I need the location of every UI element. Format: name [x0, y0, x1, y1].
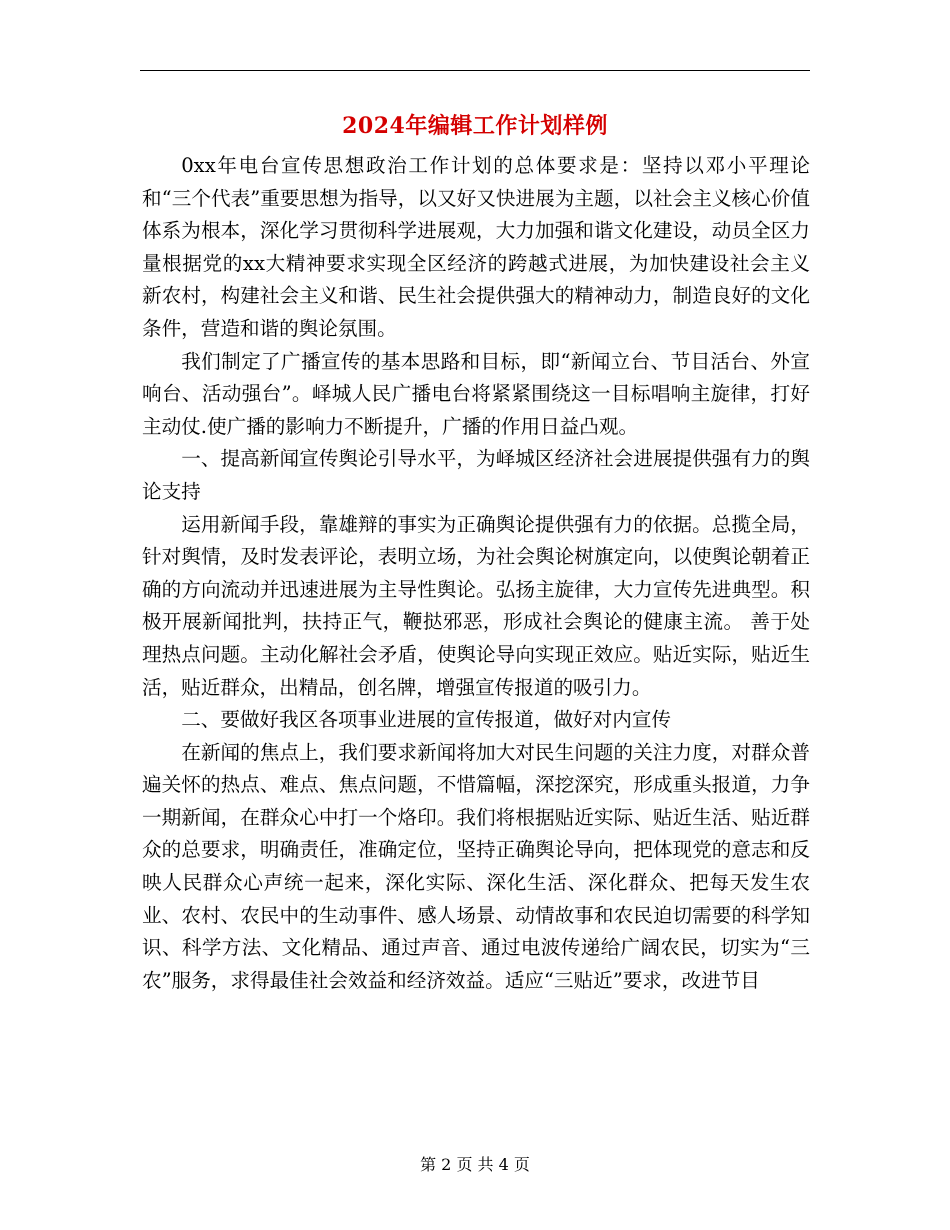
document-body [142, 150, 810, 997]
page-number: 第 2 页 共 4 页 [420, 1155, 530, 1174]
paragraph-section-2: 在新闻的焦点上，我们要求新闻将加大对民生问题的关注力度，对群众普遍关怀的热点、难点、焦点问题，不惜篇幅，深挖深究，形成重头报道，力争一期新闻，在群众心中打一个烙印。我们将根据贴近实际、贴近生活、贴近群众的总要求，明确责任，准确定位，坚持正确舆论导向，把体现党的意志和反映人民群众心声统一起来，深化实际、深化生活、深化群众、把每天发生农业、农村、农民中的生动事件、感人场景、动情故事和农民迫切需要的科学知识、科学方法、文化精品、通过声音、通过电波传递给广阔农民，切实为“三农”服务，求得最佳社会效益和经济效益。适应“三贴近”要求，改进节目 [142, 740, 810, 992]
paragraph-intro: 0xx年电台宣传思想政治工作计划的总体要求是：坚持以邓小平理论和“三个代表”重要思想为指导，以又好又快进展为主题，以社会主义核心价值体系为根本，深化学习贯彻科学进展观，大力加强和谐文化建设，动员全区力量根据党的xx大精神要求实现全区经济的跨越式进展，为加快建设社会主义新农村，构建社会主义和谐、民生社会提供强大的精神动力，制造良好的文化条件，营造和谐的舆论氛围。 [142, 154, 810, 340]
header-rule [140, 70, 810, 71]
section-heading-1: 一、提高新闻宣传舆论引导水平，为峄城区经济社会进展提供强有力的舆论支持 [142, 447, 810, 503]
document-title: 2024年编辑工作计划样例 [342, 113, 608, 139]
paragraph-goals: 我们制定了广播宣传的基本思路和目标，即“新闻立台、节目活台、外宣响台、活动强台”。峄城人民广播电台将紧紧围绕这一目标唱响主旋律，打好主动仗.使广播的影响力不断提升，广播的作用日益凸观。 [142, 349, 810, 438]
paragraph-section-1: 运用新闻手段，靠雄辩的事实为正确舆论提供强有力的依据。总揽全局，针对舆情，及时发表评论，表明立场，为社会舆论树旗定向，以使舆论朝着正确的方向流动并迅速进展为主导性舆论。弘扬主旋律，大力宣传先进典型。积极开展新闻批判，扶持正气，鞭挞邪恶，形成社会舆论的健康主流。 善于处理热点问题。主动化解社会矛盾，使舆论导向实现正效应。贴近实际，贴近生活，贴近群众，出精品，创名牌，增强宣传报道的吸引力。 [142, 512, 810, 699]
section-heading-2: 二、要做好我区各项事业进展的宣传报道，做好对内宣传 [181, 708, 672, 732]
